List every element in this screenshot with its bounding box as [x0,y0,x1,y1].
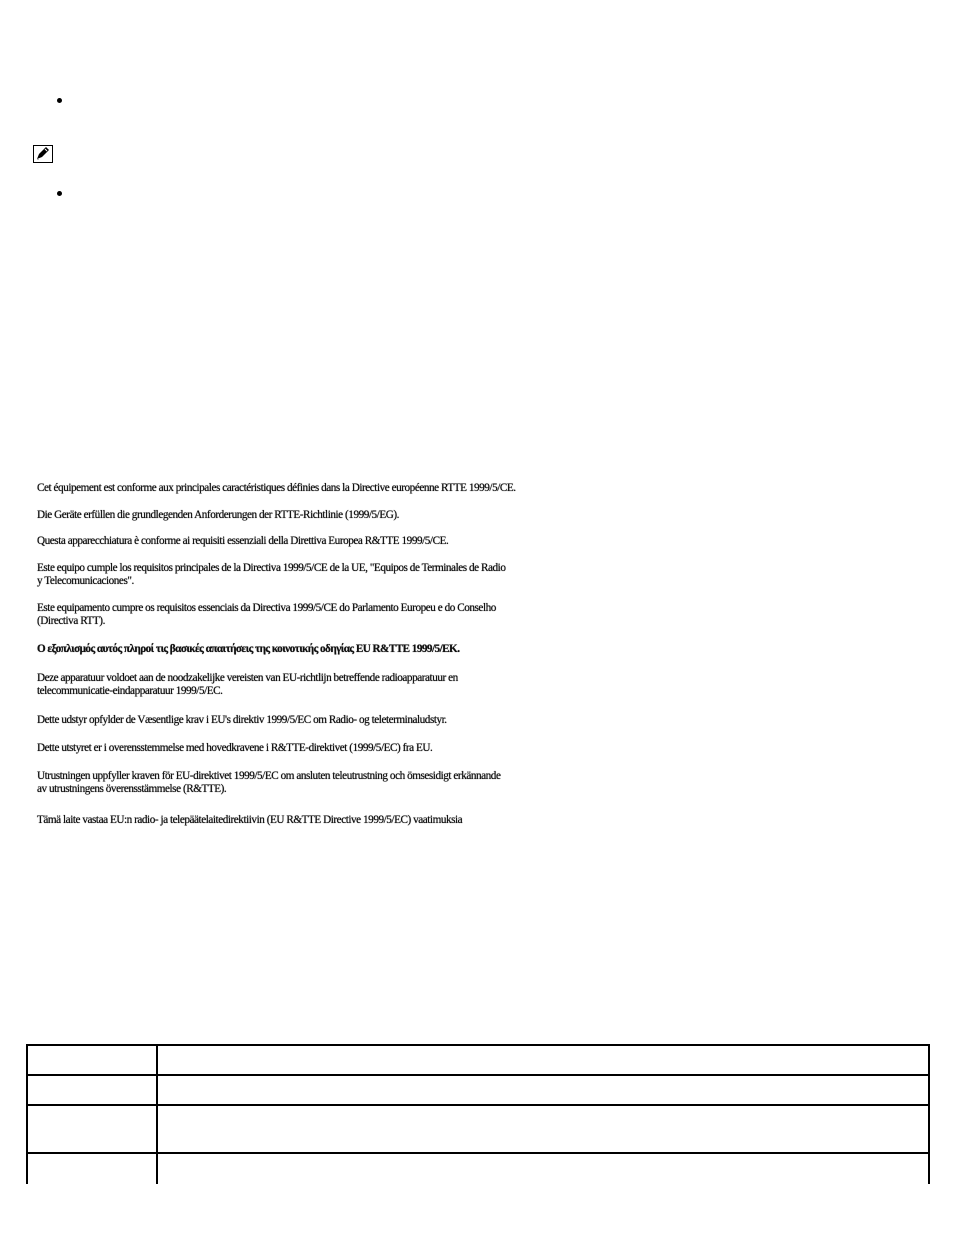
list-bullet [57,98,62,103]
declaration-nl: Deze apparatuur voldoet aan de noodzakelijke vereisten van EU-richtlijn betreffende radioapparatuur en telecommunicatie-eindapparatuur 1999/5/EC. [37,672,458,697]
table-cell [157,1105,929,1153]
declaration-de: Die Geräte erfüllen die grundlegenden Anforderungen der RTTE-Richtlinie (1999/5/EG). [37,509,399,521]
table-cell [27,1075,157,1105]
table-cell [27,1045,157,1075]
declaration-es: Este equipo cumple los requisitos principales de la Directiva 1999/5/CE de la UE, "Equipos de Terminales de Radio y Telecomunicaciones". [37,562,506,587]
declaration-no: Dette utstyret er i overensstemmelse med hovedkravene i R&TTE-direktivet (1999/5/EC) fra EU. [37,742,433,754]
declaration-sv: Utrustningen uppfyller kraven för EU-direktivet 1999/5/EC om ansluten teleutrustning och ömsesidigt erkännande av utrustningens överensstämmelse (R&TTE). [37,770,501,795]
table-row [27,1045,929,1075]
spec-table [26,1044,930,1184]
table-cell [27,1105,157,1153]
table-cell [157,1075,929,1105]
table-row [27,1075,929,1105]
declaration-el: Ο εξοπλισμός αυτός πληροί τις βασικές απαιτήσεις της κοινοτικής οδηγίας EU R&TTE 1999/5/ΕΚ. [37,643,460,655]
table-row [27,1153,929,1184]
note-pencil-icon [33,145,53,163]
table-cell [157,1153,929,1184]
declaration-fr: Cet équipement est conforme aux principales caractéristiques définies dans la Directive européenne RTTE 1999/5/CE. [37,482,516,494]
table-cell [27,1153,157,1184]
declaration-pt: Este equipamento cumpre os requisitos essenciais da Directiva 1999/5/CE do Parlamento Europeu e do Conselho (Directiva RTT). [37,602,496,627]
declaration-it: Questa apparecchiatura è conforme ai requisiti essenziali della Direttiva Europea R&TTE 1999/5/CE. [37,535,449,547]
declaration-fi: Tämä laite vastaa EU:n radio- ja telepäätelaitedirektiivin (EU R&TTE Directive 1999/5/EC) vaatimuksia [37,814,463,826]
declaration-da: Dette udstyr opfylder de Væsentlige krav i EU's direktiv 1999/5/EC om Radio- og teleterminaludstyr. [37,714,447,726]
list-bullet [57,191,62,196]
table-row [27,1105,929,1153]
table-cell [157,1045,929,1075]
